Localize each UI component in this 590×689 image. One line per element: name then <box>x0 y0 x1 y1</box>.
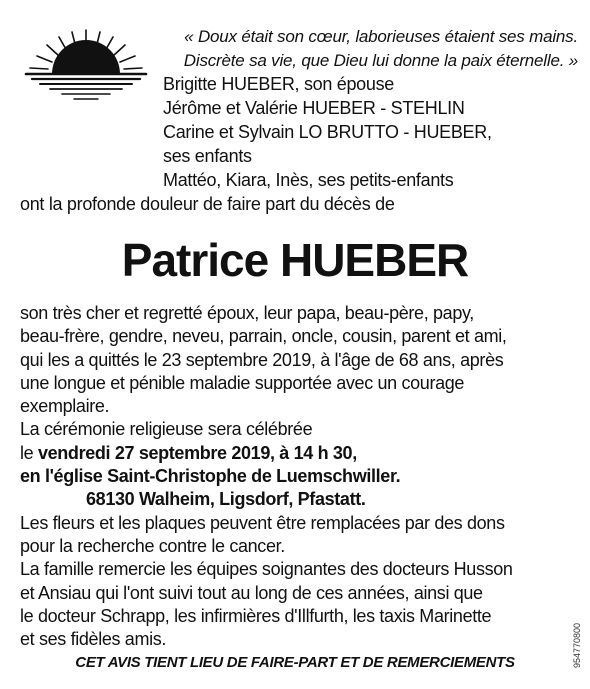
thanks-note: le docteur Schrapp, les infirmières d'Illfurth, les taxis Marinette <box>20 605 492 626</box>
deceased-name: Patrice HUEBER <box>121 234 469 286</box>
ceremony-church: en l'église Saint-Christophe de Luemschwiller. <box>20 466 401 487</box>
ceremony-places: 68130 Walheim, Ligsdorf, Pfastatt. <box>86 489 366 510</box>
ceremony-date-prefix: le <box>20 442 38 463</box>
body-line: qui les a quittés le 23 septembre 2019, à l'âge de 68 ans, après <box>20 349 504 370</box>
closing-statement: CET AVIS TIENT LIEU DE FAIRE-PART ET DE REMERCIEMENTS <box>75 654 515 671</box>
announcement-text: ont la profonde douleur de faire part du décès de <box>20 194 395 214</box>
thanks-note: La famille remercie les équipes soignantes des docteurs Husson <box>20 559 513 580</box>
family-member-spouse: Brigitte HUEBER, son épouse <box>163 74 395 94</box>
family-relation-children: ses enfants <box>163 146 252 166</box>
donation-note: Les fleurs et les plaques peuvent être remplacées par des dons <box>20 512 505 533</box>
family-list <box>163 72 492 192</box>
body-line: son très cher et regretté époux, leur papa, beau-père, papy, <box>20 303 474 323</box>
body-line: beau-frère, gendre, neveu, parrain, oncle, cousin, parent et ami, <box>20 326 507 347</box>
family-member-grandchildren: Mattéo, Kiara, Inès, ses petits-enfants <box>163 170 454 190</box>
thanks-note: et ses fidèles amis. <box>20 629 167 650</box>
quote-line-2: Discrète sa vie, que Dieu lui donne la paix éternelle. » <box>183 51 578 70</box>
donation-note: pour la recherche contre le cancer. <box>20 535 285 556</box>
family-member-child-1: Jérôme et Valérie HUEBER - STEHLIN <box>163 98 465 118</box>
thanks-note: et Ansiau qui l'ont suivi tout au long de ces années, ainsi que <box>20 582 483 603</box>
body-line: une longue et pénible maladie supportée avec un courage <box>20 372 465 393</box>
reference-number: 954770800 <box>572 622 582 668</box>
ceremony-date-line <box>20 442 565 465</box>
epigraph-quote <box>150 25 578 73</box>
body-line: exemplaire. <box>20 396 110 417</box>
notice-body <box>20 302 565 651</box>
family-member-child-2: Carine et Sylvain LO BRUTTO - HUEBER, <box>163 122 492 142</box>
quote-line-1: « Doux était son cœur, laborieuses étaient ses mains. <box>184 27 578 46</box>
ceremony-intro: La cérémonie religieuse sera célébrée <box>20 419 313 440</box>
ceremony-date: vendredi 27 septembre 2019, à 14 h 30, <box>37 442 357 463</box>
rising-sun-icon <box>22 24 150 102</box>
